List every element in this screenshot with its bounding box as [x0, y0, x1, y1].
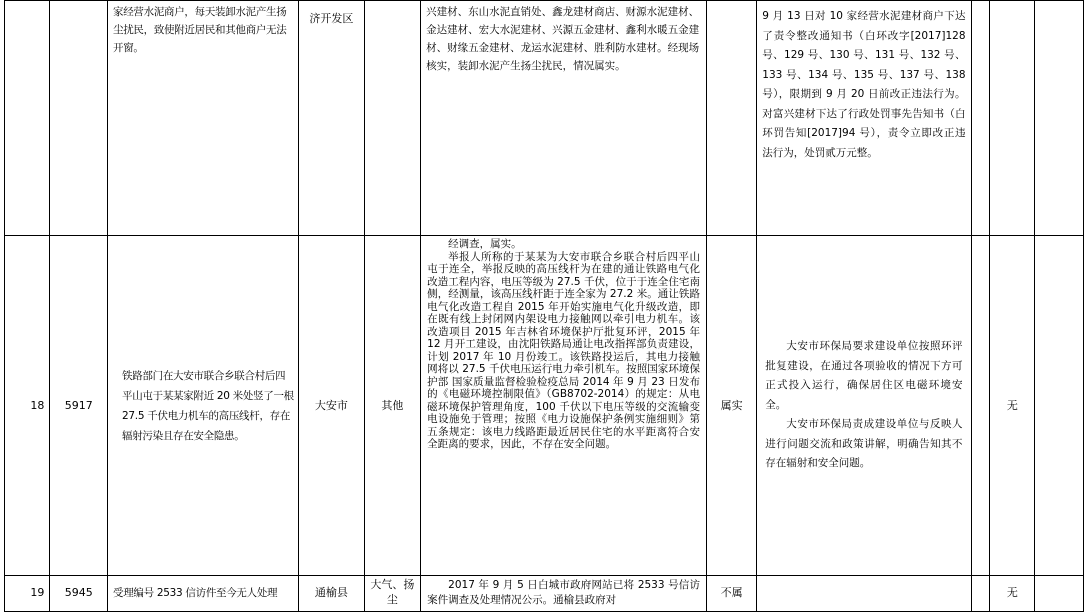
content-cell: 铁路部门在大安市联合乡联合村后四平山屯于某某家附近 20 米处竖了一根27.5 千伏电力机车的高压线杆，存在辐射污染且存在安全隐患。: [108, 236, 299, 576]
blank-cell: [971, 1, 990, 236]
table-row: [5, 236, 1084, 576]
table-row: [5, 1, 1084, 236]
measure-cell: [757, 1, 971, 236]
type-cell: 其他: [364, 236, 421, 576]
measure-text: 9 月 13 日对 10 家经营水泥建材商户下达了责令整改通知书（白环改字[2017]128 号、129 号、130 号、131 号、132 号、133 号、134 号、135 号、137 号、138 号），限期到 9 月 20 日前改正违法行为。对富兴建材下达了行政处罚事先告知书（白环罚告知[2017]94 号），责令立即改正违法行为，处罚贰万元整。: [762, 10, 966, 159]
flag-cell: [990, 1, 1035, 236]
content-cell: 家经营水泥商户，每天装卸水泥产生扬尘扰民，致使附近居民和其他商户无法开窗。: [108, 1, 299, 236]
last-cell: [1035, 1, 1084, 236]
blank-cell: [971, 236, 990, 576]
type-cell: 大气、扬尘: [364, 576, 421, 612]
measure-cell: [757, 236, 971, 576]
num-cell: 18: [5, 236, 50, 576]
survey-paragraph: 2017 年 9 月 5 日白城市政府网站已将 2533 号信访案件调查及处理情况公示。通榆县政府对: [427, 579, 700, 606]
result-cell: [706, 1, 756, 236]
content-cell: 受理编号 2533 信访件至今无人处理: [108, 576, 299, 612]
survey-cell: [421, 236, 707, 576]
region-cell: 通榆县: [299, 576, 364, 612]
complaint-table: [4, 0, 1084, 612]
survey-cell: [421, 576, 707, 612]
region-cell: 济开发区: [299, 1, 364, 236]
survey-paragraph: 举报人所称的于某某为大安市联合乡联合村后四平山屯于连全，举报反映的高压线杆为在建的通让铁路电气化改造工程内容，电压等级为 27.5 千伏，位于于连全住宅南侧，经测量，该高压线杆距于连全家为 27.2 米。通让铁路电气化改造工程自 2015 年开始实施电气化升级改造，即在既有线上封闭网内架设电力接触网以牵引电力机车。该改造项目 2015 年吉林省环境保护厅批复环评，2015 年 12 月开工建设，由沈阳铁路局通让电改指挥部负责建设，计划 2017 年 10 月份竣工。该铁路投运后，其电力接触网将以 27.5 千伏电压运行电力牵引机车。按照国家环境保护部 国家质量监督检验检疫总局 2014 年 9 月 23 日发布的《电磁环境控制限值》（GB8702-2014）的规定：从电磁环境保护管理角度，100 千伏以下电压等级的交流输变电设施免于管理；按照《电力设施保护条例实施细则》第五条规定：该电力线路距最近居民住宅的水平距离符合安全距离的要求，因此，不存在安全问题。: [427, 250, 700, 450]
measure-paragraph: 大安市环保局责成建设单位与反映人进行问题交流和政策讲解，明确告知其不存在辐射和安全问题。: [765, 418, 963, 470]
result-cell: 不属: [706, 576, 756, 612]
measure-cell: [757, 576, 971, 612]
num-cell: 19: [5, 576, 50, 612]
result-cell: 属实: [706, 236, 756, 576]
measure-paragraph: 大安市环保局要求建设单位按照环评批复建设，在通过各项验收的情况下方可正式投入运行，确保居住区电磁环境安全。: [765, 340, 963, 411]
id-cell: [50, 1, 108, 236]
survey-paragraph: 经调查，属实。: [448, 238, 522, 250]
id-cell: 5917: [50, 236, 108, 576]
blank-cell: [971, 576, 990, 612]
last-cell: [1035, 236, 1084, 576]
region-cell: 大安市: [299, 236, 364, 576]
table-row: [5, 576, 1084, 612]
flag-cell: 无: [990, 236, 1035, 576]
id-cell: 5945: [50, 576, 108, 612]
last-cell: [1035, 576, 1084, 612]
num-cell: [5, 1, 50, 236]
survey-cell: 兴建材、东山水泥直销处、鑫龙建材商店、财源水泥建材、金达建材、宏大水泥建材、兴源五金建材、鑫利水暖五金建材、财缘五金建材、龙运水泥建材、胜利防水建材。经现场核实，装卸水泥产生扬尘扰民，情况属实。: [421, 1, 707, 236]
flag-cell: 无: [990, 576, 1035, 612]
type-cell: [364, 1, 421, 236]
